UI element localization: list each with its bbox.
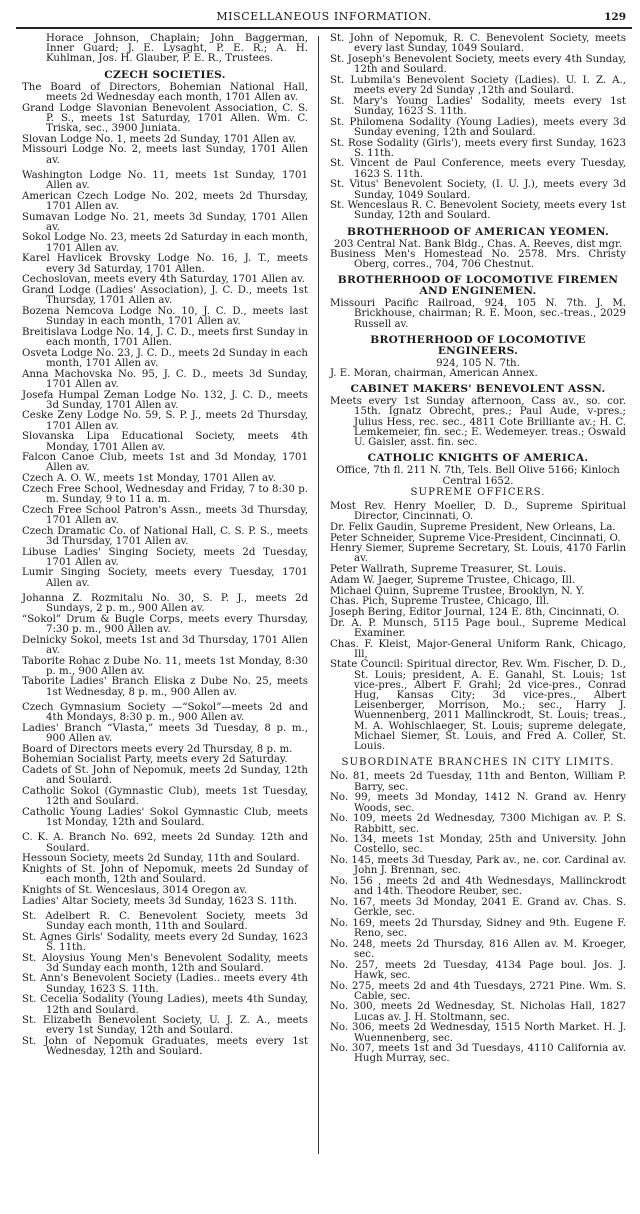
section-heading-cabinet-makers: CABINET MAKERS' BENEVOLENT ASSN. [350,383,606,396]
list-item: Sokol Lodge No. 23, meets 2d Saturday in each month, 1701 Allen av. [22,232,308,254]
list-item: St. Aloysius Young Men's Benevolent Sodality, meets 3d Sunday each month, 12th and Soulard. [22,952,308,974]
list-item: Peter Schneider, Supreme Vice-President, Cincinnati, O. [330,532,621,544]
list-item: No. 156 , meets 2d and 4th Wednesdays, Mallinckrodt and 14th. Theodore Reuber, sec. [330,876,626,898]
list-item: No. 109, meets 2d Wednesday, 7300 Michigan av. P. S. Rabbitt, sec. [330,813,626,835]
list-item: Most Rev. Henry Moeller, D. D., Supreme Spiritual Director, Cincinnati, O. [330,500,626,523]
list-item: Ladies' Branch “Vlasta,” meets 3d Tuesday, 8 p. m., 900 Allen av. [22,722,308,744]
list-item: Cadets of St. John of Nepomuk, meets 2d Sunday, 12th and Soulard. [22,765,308,787]
list-item: C. K. A. Branch No. 692, meets 2d Sunday. 12th and Soulard. [22,832,308,854]
list-item: Josefa Humpal Zeman Lodge No. 132, J. C. D., meets 3d Sunday, 1701 Allen av. [22,389,308,411]
list-item: No. 99, meets 3d Monday, 1412 N. Grand av. Henry Woods, sec. [330,792,626,814]
list-item: Washington Lodge No. 11, meets 1st Sunday, 1701 Allen av. [22,169,308,191]
section-heading-yeomen: BROTHERHOOD OF AMERICAN YEOMEN. [347,225,609,238]
list-item: No. 248, meets 2d Thursday, 816 Allen av. M. Kroeger, sec. [330,938,626,960]
list-item: Henry Siemer, Supreme Secretary, St. Louis, 4170 Farlin av. [330,543,626,565]
list-item: No. 167, meets 3d Monday, 2041 E. Grand av. Chas. S. Gerkle, sec. [330,896,626,919]
list-item: Czech A. O. W., meets 1st Monday, 1701 Allen av. [22,473,276,485]
list-item: American Czech Lodge No. 202, meets 2d Thursday, 1701 Allen av. [22,190,308,212]
list-item: No. 275, meets 2d and 4th Tuesdays, 2721 Pine. Wm. S. Cable, sec. [330,980,626,1002]
list-item: Slovanska Lipa Educational Society, meets 4th Monday, 1701 Allen av. [22,431,308,453]
list-item: No. 306, meets 2d Wednesday, 1515 North Market. H. J. Wuennenberg, sec. [330,1022,626,1044]
list-item: Ladies' Altar Society, meets 3d Sunday, 1623 S. 11th. [22,895,298,907]
list-item: St. Wenceslaus R. C. Benevolent Society, meets every 1st Sunday, 12th and Soulard. [330,200,626,222]
list-item: Taborite Ladies' Branch Eliska z Dube No. 25, meets 1st Wednesday, 8 p. m., 900 Allen av. [22,676,308,698]
list-item: St. Cecelia Sodality (Young Ladies), meets 4th Sunday, 12th and Soulard. [22,994,308,1016]
list-item: Missouri Lodge No. 2, meets last Sunday, 1701 Allen av. [22,144,308,166]
section-heading-firemen: BROTHERHOOD OF LOCOMOTIVE FIREMEN AND ENGINEMEN. [337,274,619,298]
list-item: “Sokol” Drum & Bugle Corps, meets every Thursday, 7:30 p. m., 900 Allen av. [22,613,308,635]
list-item: Johanna Z. Rozmitalu No. 30, S. P. J., meets 2d Sundays, 2 p. m., 900 Allen av. [22,592,308,615]
list-item: Lumir Singing Society, meets every Tuesday, 1701 Allen av. [22,567,308,589]
subordinate-branches-list [330,772,626,1064]
yeomen-address: 203 Central Nat. Bank Bldg., Chas. A. Reeves, dist mgr. [334,238,622,250]
ckoa-office: Office, 7th fl. 211 N. 7th, Tels. Bell Olive 5166; Kinloch Central 1652. [336,465,620,487]
list-item: No. 307, meets 1st and 3d Tuesdays, 4110 California av. Hugh Murray, sec. [330,1043,626,1065]
st-societies-list [330,34,626,222]
list-item: Karel Havlicek Brovsky Lodge No. 16, J. T., meets every 3d Saturday, 1701 Allen. [22,253,308,275]
header-rule [16,27,632,29]
list-item: No. 257, meets 2d Tuesday, 4134 Page boul. Jos. J. Hawk, sec. [330,959,626,981]
subordinate-branches-heading: SUBORDINATE BRANCHES IN CITY LIMITS. [341,757,615,769]
list-item: St. Philomena Sodality (Young Ladies), meets every 3d Sunday evening, 12th and Soulard. [330,116,626,138]
list-item: No. 169, meets 2d Thursday, Sidney and 9th. Eugene F. Reno, sec. [330,917,626,940]
list-item: St. John of Nepomuk, R. C. Benevolent Society, meets every last Sunday, 1049 Soulard. [330,33,626,55]
running-title: MISCELLANEOUS INFORMATION. [216,10,432,23]
list-item: St. Ann's Benevolent Society (Ladies.. meets every 4th Sunday, 1623 S. 11th. [22,973,308,995]
list-item: Catholic Sokol (Gymnastic Club), meets 1st Tuesday, 12th and Soulard. [22,786,308,808]
list-item: Catholic Young Ladies' Sokol Gymnastic Club, meets 1st Monday, 12th and Soulard. [22,806,308,829]
list-item: Taborite Rohac z Dube No. 11, meets 1st Monday, 8:30 p. m., 900 Allen av. [22,655,308,677]
left-column [22,34,308,1058]
list-item: Cechoslovan, meets every 4th Saturday, 1701 Allen av. [22,274,305,286]
section-heading-czech: CZECH SOCIETIES. [104,68,226,81]
list-item: St. Elizabeth Benevolent Society, U. J. Z. A., meets every 1st Sunday, 12th and Soulard. [22,1015,308,1037]
list-item: Czech Gymnasium Society —“Sokol”—meets 2d and 4th Mondays, 8:30 p. m., 900 Allen av. [22,701,308,724]
list-item: Knights of St. Wenceslaus, 3014 Oregon av. [22,884,248,896]
list-item: Slovan Lodge No. 1, meets 2d Sunday, 1701 Allen av. [22,133,297,145]
list-item: St. Vitus' Benevolent Society, (I. U. J.), meets every 3d Sunday, 1049 Soulard. [330,179,626,201]
list-item: Czech Free School, Wednesday and Friday, 7 to 8:30 p. m. Sunday, 9 to 11 a. m. [22,483,308,506]
list-item: Ceske Zeny Lodge No. 59, S. P. J., meets 2d Thursday, 1701 Allen av. [22,410,308,432]
list-item: Osveta Lodge No. 23, J. C. D., meets 2d Sunday in each month, 1701 Allen av. [22,347,308,369]
list-item: Meets every 1st Sunday afternoon, Cass av., so. cor. 15th. Ignatz Obrecht, pres.; Paul Aude, v-pres.; Julius Hess, rec. sec., 4811 Cote Brilliante av.; H. C. Lemkemeier, fin. sec.; E. Wedemeyer. treas.; Oswald U. Gaisler, asst. fin. sec. [330,396,626,449]
list-item: The Board of Directors, Bohemian National Hall, meets 2d Wednesday each month, 1701 Allen av. [22,81,308,103]
list-item: Hessoun Society, meets 2d Sunday, 11th and Soulard. [22,853,300,865]
list-item: Anna Machovska No. 95, J. C. D., meets 3d Sunday, 1701 Allen av. [22,368,308,390]
list-item: St. Lubmila's Benevolent Society (Ladies). U. I. Z. A., meets every 2d Sunday ,12th and Soulard. [330,74,626,97]
list-item: Grand Lodge (Ladies' Association), J. C. D., meets 1st Thursday, 1701 Allen av. [22,284,308,307]
supreme-officers-heading: SUPREME OFFICERS. [410,486,546,498]
list-item: Chas. Pich, Supreme Trustee, Chicago, Ill. [330,596,550,608]
list-item: Libuse Ladies' Singing Society, meets 2d Tuesday, 1701 Allen av. [22,546,308,568]
right-column [330,34,626,1065]
intro-paragraph: Horace Johnson, Chaplain; John Baggerman, Inner Guard; J. E. Lysaght, P. E. R.; A. H. Kuhlman, Jos. H. Glauber, P. E. R., Trustees. [46,33,308,65]
list-item: Business Men's Homestead No. 2578. Mrs. Christy Oberg, corres., 704, 706 Chestnut. [330,248,626,271]
list-item: Breitislava Lodge No. 14, J. C. D., meets first Sunday in each month, 1701 Allen. [22,326,308,348]
supreme-officers-list [330,502,626,752]
list-item: Dr. Felix Gaudin, Supreme President, New Orleans, La. [330,521,616,533]
page-number: 129 [604,11,626,23]
list-item: J. E. Moran, chairman, American Annex. [330,368,538,380]
engineers-address: 924, 105 N. 7th. [436,357,520,369]
list-item: St. John of Nepomuk Graduates, meets every 1st Wednesday, 12th and Soulard. [22,1036,308,1058]
list-item: Czech Free School Patron's Assn., meets 3d Thursday, 1701 Allen av. [22,504,308,526]
list-item: Delnicky Sokol, meets 1st and 3d Thursday, 1701 Allen av. [22,634,308,656]
section-heading-catholic-knights: CATHOLIC KNIGHTS OF AMERICA. [367,452,589,465]
list-item: No. 300, meets 2d Wednesday, St. Nicholas Hall, 1827 Lucas av. J. H. Stoltmann, sec. [330,1001,626,1023]
list-item: Knights of St. John of Nepomuk, meets 2d Sunday of each month, 12th and Soulard. [22,863,308,886]
list-item: Sumavan Lodge No. 21, meets 3d Sunday, 1701 Allen av. [22,211,308,233]
page-header [18,6,630,28]
list-item: St. Mary's Young Ladies' Sodality, meets every 1st Sunday, 1623 S. 11th. [330,95,626,117]
list-item: Grand Lodge Slavonian Benevolent Association, C. S. P. S., meets 1st Saturday, 1701 Allen. Wm. C. Triska, sec., 3900 Juniata. [22,102,308,134]
list-item: Joseph Bering, Editor Journal, 124 E. 8th, Cincinnati, O. [330,606,620,618]
list-item: St. Joseph's Benevolent Society, meets every 4th Sunday, 12th and Soulard. [330,53,626,76]
list-item: State Council: Spiritual director, Rev. Wm. Fischer, D. D., St. Louis; president, A. E. Ganahl, St. Louis; 1st vice-pres., Albert F. Grahl; 2d vice-pres., Conrad Hug, Kansas City; 3d vice-pres., Albert Leisenberger, Morrison, Mo.; sec., Harry J. Wuennenberg, 2011 Mallinckrodt, St. Louis; treas., M. A. Wohlschlaeger, St. Louis; supreme delegate, Michael Siemer, St. Louis, and Fred A. Coller, St. Louis. [330,659,626,753]
list-item: Adam W. Jaeger, Supreme Trustee, Chicago, Ill. [330,574,576,586]
list-item: No. 145, meets 3d Tuesday, Park av., ne. cor. Cardinal av. John J. Brennan, sec. [330,855,626,877]
list-item: Board of Directors meets every 2d Thursday, 8 p. m. [22,743,293,755]
list-item: Bohemian Socialist Party, meets every 2d Saturday. [22,754,288,766]
list-item: No. 81, meets 2d Tuesday, 11th and Benton, William P. Barry, sec. [330,771,626,793]
list-item: Peter Wallrath, Supreme Treasurer, St. Louis. [330,564,567,576]
list-item: Bozena Nemcova Lodge No. 10, J. C. D., meets last Sunday in each month, 1701 Allen av. [22,305,308,328]
list-item: Czech Dramatic Co. of National Hall, C. S. P. S., meets 3d Thursday, 1701 Allen av. [22,525,308,547]
list-item: St. Adelbert R. C. Benevolent Society, meets 3d Sunday each month, 11th and Soulard. [22,910,308,932]
list-item: St. Agnes Girls' Sodality, meets every 2d Sunday, 1623 S. 11th. [22,931,308,953]
list-item: St. Vincent de Paul Conference, meets every Tuesday, 1623 S. 11th. [330,158,626,180]
section-heading-engineers: BROTHERHOOD OF LOCOMOTIVE ENGINEERS. [370,333,586,357]
list-item: Chas. F. Kleist, Major-General Uniform Rank, Chicago, Ill, [330,638,626,660]
list-item: No. 134, meets 1st Monday, 25th and University. John Costello, sec. [330,834,626,856]
list-item: Michael Quinn, Supreme Trustee, Brooklyn, N. Y. [330,585,585,597]
list-item: Falcon Canoe Club, meets 1st and 3d Monday, 1701 Allen av. [22,452,308,474]
list-item: Missouri Pacific Railroad, 924, 105 N. 7th. J. M. Brickhouse, chairman; R. E. Moon, sec.-treas., 2029 Russell av. [330,298,626,330]
column-divider [318,36,319,1154]
list-item: Dr. A. P. Munsch, 5115 Page boul., Supreme Medical Examiner. [330,617,626,639]
list-item: St. Rose Sodality (Girls'), meets every first Sunday, 1623 S. 11th. [330,137,626,159]
czech-societies-list [22,83,308,1058]
